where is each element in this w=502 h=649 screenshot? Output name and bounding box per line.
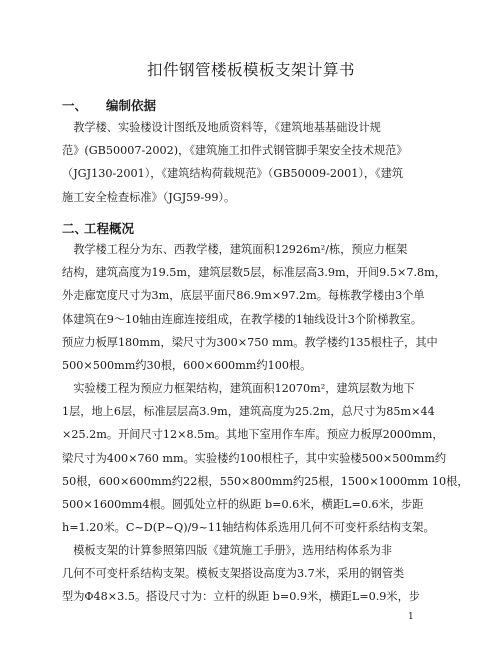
text-line: 1层，地上6层，标准层层高3.9m，建筑高度为25.2m，总尺寸为85m×44 <box>62 405 435 419</box>
section-2-paragraph-3 <box>62 539 420 609</box>
text-line: 体建筑在9～10轴由连廊连接组成，在教学楼的1轴线设计3个阶梯教室。 <box>62 312 423 326</box>
text-line: 500×500mm约30根，600×600mm约100根。 <box>62 358 312 372</box>
section-number-2: 二、 <box>62 221 88 236</box>
section-heading-1 <box>62 96 156 114</box>
section-title-2: 工程概况 <box>84 221 135 236</box>
section-1-paragraph <box>62 116 412 209</box>
page-number: 1 <box>408 612 414 622</box>
text-line: 几何不可变杆系结构支架。模板支架搭设高度为3.7米，采用的钢管类 <box>62 567 405 581</box>
text-line: ×25.2m。开间尺寸12×8.5m。其地下室用作车库。预应力板厚2000mm， <box>62 428 444 442</box>
text-line: 型为Φ48×3.5。搭设尺寸为：立杆的纵距 b=0.9米，横距L=0.9米，步 <box>62 590 420 604</box>
text-line: 实验楼工程为预应力框架结构，建筑面积12070m²，建筑层数为地下 <box>62 382 415 395</box>
text-line: （JGJ130-2001），《建筑结构荷载规范》（GB50009-2001），《建筑 <box>62 167 404 181</box>
text-line: 外走廊宽度尺寸为3m，底层平面尺86.9m×97.2m。每栋教学楼由3个单 <box>62 289 425 303</box>
text-line: 模板支架的计算参照第四版《建筑施工手册》，选用结构体系为非 <box>62 544 393 557</box>
section-heading-2 <box>62 219 134 237</box>
text-line: 500×1600mm4根。圆弧处立杆的纵距 b=0.6米，横距L=0.6米，步距 <box>62 497 424 511</box>
text-line: 50根，600×600mm约22根，550×800mm约25根，1500×1000mm 10根， <box>62 474 469 488</box>
text-line: 预应力板厚180mm，梁尺寸为300×750 mm。教学楼约135根柱子，其中 <box>62 335 438 349</box>
section-number-1: 一、 <box>62 98 88 113</box>
text-line: h=1.20米。C~D(P~Q)/9~11轴结构体系选用几何不可变杆系结构支架。 <box>62 521 435 535</box>
text-line: 范》(GB50007-2002)，《建筑施工扣件式钢管脚手架安全技术规范》 <box>62 144 408 158</box>
text-line: 梁尺寸为400×760 mm。实验楼约100根柱子，其中实验楼500×500mm约 <box>62 451 447 465</box>
text-line: 教学楼、实验楼设计图纸及地质资料等，《建筑地基基础设计规 <box>62 121 381 134</box>
text-line: 教学楼工程分为东、西教学楼，建筑面积12926m²/栋，预应力框架 <box>62 243 408 256</box>
section-title-1: 编制依据 <box>106 98 157 113</box>
text-line: 施工安全检查标准》（JGJ59-99）。 <box>62 190 236 204</box>
text-line: 结构，建筑高度为19.5m，建筑层数5层，标准层高3.9m，开间9.5×7.8m， <box>62 266 446 280</box>
section-2-paragraph-1 <box>62 238 446 377</box>
document-title: 扣件钢管楼板模板支架计算书 <box>146 61 355 79</box>
section-2-paragraph-2 <box>62 377 469 539</box>
